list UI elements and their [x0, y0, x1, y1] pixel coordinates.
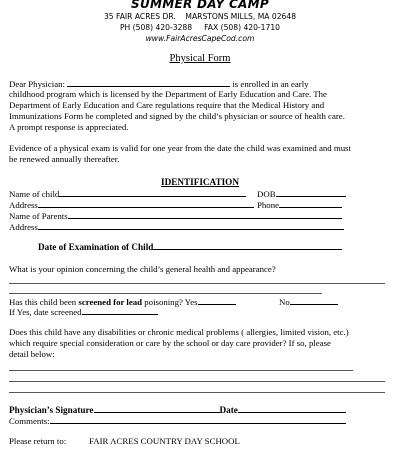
return-label: Please return to: — [9, 436, 67, 446]
opinion-question: What is your opinion concerning the child’s general health and appearance? — [9, 264, 276, 274]
child-name-field[interactable] — [59, 188, 246, 197]
address2-row — [9, 221, 344, 233]
lead-yes-label: Yes — [184, 297, 198, 307]
exam-date-row — [38, 241, 342, 253]
parents-field[interactable] — [68, 210, 342, 219]
signature-date-label: Date — [219, 405, 238, 415]
lead-no-field[interactable] — [290, 296, 338, 305]
lead-no-label: No — [279, 297, 290, 307]
address-label: Address — [9, 200, 38, 210]
address-field[interactable] — [38, 199, 254, 208]
comments-label: Comments: — [9, 416, 50, 426]
camp-address: 35 FAIR ACRES DR. MARSTONS MILLS, MA 02648 — [103, 12, 297, 21]
exam-date-label: Date of Examination of Child — [38, 242, 154, 252]
lead-yes-field[interactable] — [198, 296, 236, 305]
dob-label: DOB — [257, 189, 276, 199]
signature-date-field[interactable] — [238, 404, 346, 413]
camp-website-link[interactable]: www.FairAcresCapeCod.com — [145, 34, 255, 43]
phone-field[interactable] — [279, 199, 342, 208]
return-organization: FAIR ACRES COUNTRY DAY SCHOOL — [89, 436, 240, 446]
lead-date-row — [9, 306, 158, 318]
camp-name: SUMMER DAY CAMP — [131, 0, 269, 11]
lead-question-suffix: poisoning? — [142, 297, 183, 307]
disabilities-line-3: detail below: — [9, 349, 55, 359]
details-line-3[interactable] — [9, 392, 385, 393]
opinion-answer-line[interactable] — [9, 283, 385, 284]
details-line-1[interactable] — [9, 370, 353, 371]
page-title: Physical Form — [169, 53, 231, 64]
child-name-blank[interactable] — [67, 78, 230, 87]
lead-question-bold: screened for lead — [78, 297, 143, 307]
physician-signature-label: Physician’s Signature — [9, 405, 94, 415]
lead-date-label: If Yes, date screened — [9, 307, 82, 317]
lead-no-row — [279, 296, 338, 308]
details-line-2[interactable] — [9, 381, 385, 382]
salutation: Dear Physician: — [9, 79, 65, 89]
evidence-line-2: be renewed annually thereafter. — [9, 154, 120, 164]
disabilities-line-2: which require special consideration or care by the school or day care provider? If so, please — [9, 338, 331, 348]
identification-heading: IDENTIFICATION — [161, 177, 239, 187]
intro-line-3: Department of Early Education and Care regulations require that the Medical History and — [9, 100, 325, 110]
address2-field[interactable] — [38, 221, 344, 230]
dob-field[interactable] — [276, 188, 346, 197]
lead-date-field[interactable] — [82, 306, 158, 315]
lead-question-prefix: Has this child been — [9, 297, 79, 307]
physician-signature-field[interactable] — [94, 404, 220, 413]
child-name-label: Name of child — [9, 189, 60, 199]
intro-line-4: Immunizations Form be completed and signed by the child’s physician or source of health care. — [9, 111, 345, 121]
exam-date-field[interactable] — [153, 241, 342, 250]
parents-label: Name of Parents — [9, 211, 68, 221]
opinion-answer-line-2[interactable] — [9, 293, 322, 294]
disabilities-line-1: Does this child have any disabilities or chronic medical problems ( allergies, limited vision, etc.) — [9, 327, 349, 337]
comments-row — [9, 415, 346, 427]
comments-field[interactable] — [50, 415, 346, 424]
intro-line-2: childhood program which is licensed by the Department of Early Education and Care. The — [9, 89, 327, 99]
address2-label: Address — [9, 222, 38, 232]
phone-label: Phone — [257, 200, 279, 210]
enrolled-text: is enrolled in an early — [232, 79, 309, 89]
intro-line-5: A prompt response is appreciated. — [9, 122, 129, 132]
evidence-line-1: Evidence of a physical exam is valid for one year from the date the child was examined and must — [9, 143, 351, 153]
camp-phones: PH (508) 420-3288 FAX (508) 420-1710 — [119, 23, 281, 32]
